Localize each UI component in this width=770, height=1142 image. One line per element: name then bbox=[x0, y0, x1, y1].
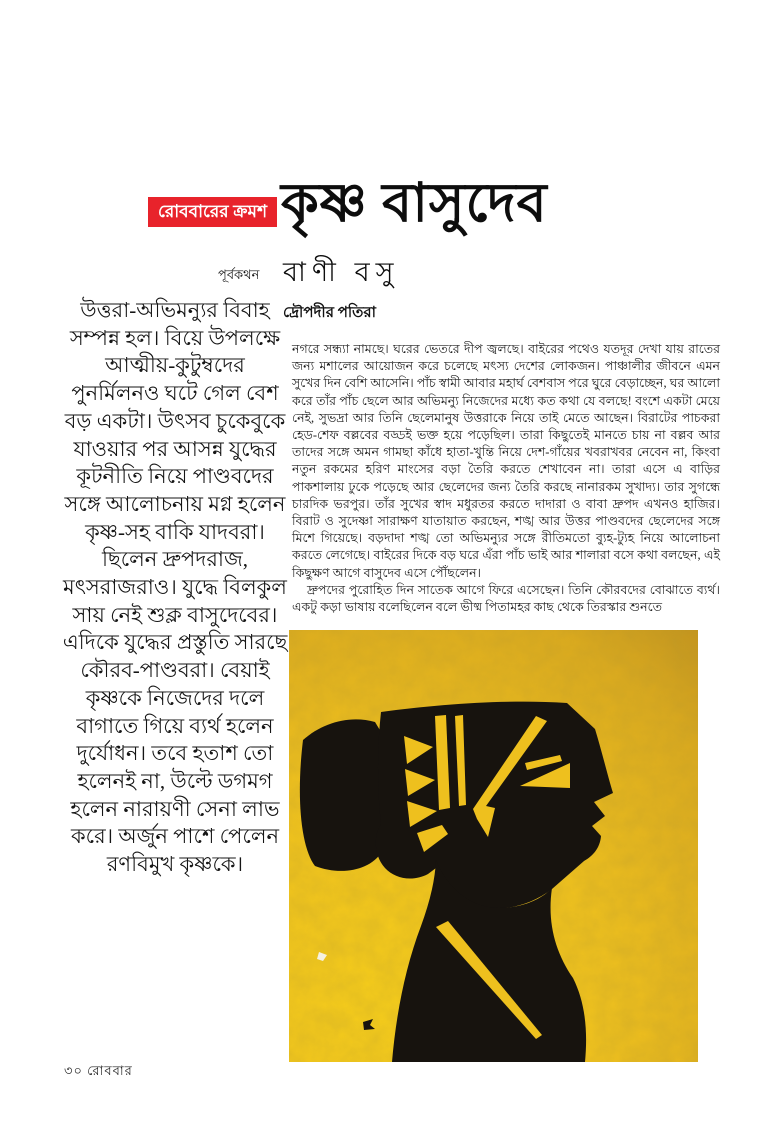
illustration-svg bbox=[289, 630, 698, 1062]
page-footer bbox=[64, 1062, 133, 1083]
illustration bbox=[289, 630, 698, 1062]
body-paragraph-1: নগরে সন্ধ্যা নামছে। ঘরের ভেতরে দীপ জ্বলছে। বাইরের পথেও যতদূর দেখা যায় রাতের জন্য মশালের আয়োজন করে চলেছে মৎস্য দেশের লোকজন। পাঞ্চালীর জীবনে এমন সুখের দিন বেশি আসেনি। পাঁচ স্বামী আবার মহার্ঘ বেশবাস পরে ঘুরে বেড়াচ্ছেন, ঘর আলো করে তাঁর পাঁচ ছেলে আর অভিমন্যু নিজেদের মধ্যে কত কথা যে বলছে! বংশে একটা মেয়ে নেই, সুভদ্রা আর তিনি ছেলেমানুষ উত্তরাকে নিয়ে তাই মেতে আছেন। বিরাটের পাচকরা হেড-শেফ বল্লবের বড্ডই ভক্ত হয়ে পড়েছিল। তারা কিছুতেই মানতে চায় না বল্লব আর তাদের সঙ্গে অমন গামছা কাঁধে হাতা-খুন্তি নিয়ে দেশ-গাঁয়ের খবরাখবর নেবেন না, কিংবা নতুন রকমের হরিণ মাংসের বড়া তৈরি করতে শেখাবেন না। তারা এসে এ বাড়ির পাকশালায় ঢুকে পড়েছে আর ছেলেদের জন্য তৈরি করছে নানারকম সুখাদ্য। তার সুগন্ধে চারদিক ভরপুর। তাঁর সুখের স্বাদ মধুরতর করতে দাদারা ও বাবা দ্রুপদ এখনও হাজির। বিরাট ও সুদেষ্ণা সারাক্ষণ যাতায়াত করছেন, শঙ্খ আর উত্তর পাণ্ডবদের ছেলেদের সঙ্গে মিশে গিয়েছে। বড়দাদা শঙ্খ তো অভিমন্যুর সঙ্গে রীতিমতো ব্যুহ-ট্যুহ নিয়ে আলোচনা করতে লেগেছে। বাইরের দিকে বড় ঘরে এঁরা পাঁচ ভাই আর শালারা বসে কথা বলছেন, এই কিছুক্ষণ আগে বাসুদেব এসে পৌঁছলেন। bbox=[292, 342, 720, 580]
page-number: ৩০ bbox=[64, 1063, 83, 1078]
article-subtitle: দ্রৌপদীর পতিরা bbox=[283, 305, 377, 321]
author-name: বাণী বসু bbox=[283, 257, 400, 287]
magazine-name: রোববার bbox=[87, 1063, 133, 1078]
kicker-badge: রোববারের ক্রমশ bbox=[148, 197, 277, 227]
body-column bbox=[292, 341, 720, 616]
article-title: কৃষ্ণ বাসুদেব bbox=[281, 173, 548, 233]
intro-summary: উত্তরা-অভিমন্যুর বিবাহ সম্পন্ন হল। বিয়ে উপলক্ষে আত্মীয়-কুটুম্বদের পুনর্মিলনও ঘটে গেল বেশ বড় একটা। উৎসব চুকেবুকে যাওয়ার পর আসন্ন যুদ্ধের কূটনীতি নিয়ে পাণ্ডবদের সঙ্গে আলোচনায় মগ্ন হলেন কৃষ্ণ-সহ বাকি যাদবরা। ছিলেন দ্রুপদরাজ, মৎসরাজরাও। যুদ্ধে বিলকুল সায় নেই শুক্ল বাসুদেবের। এদিকে যুদ্ধের প্রস্তুতি সারছে কৌরব-পাণ্ডবরা। বেয়াই কৃষ্ণকে নিজেদের দলে বাগাতে গিয়ে ব্যর্থ হলেন দুর্যোধন। তবে হতাশ তো হলেনই না, উল্টে ডগমগ হলেন নারায়ণী সেনা লাভ করে। অর্জুন পাশে পেলেন রণবিমুখ কৃষ্ণকে। bbox=[62, 298, 288, 877]
body-paragraph-2: দ্রুপদের পুরোহিত দিন সাতেক আগে ফিরে এসেছেন। তিনি কৌরবদের বোঝাতে ব্যর্থ। একটু কড়া ভাষায় বলেছিলেন বলে ভীষ্ম পিতামহর কাছ থেকে তিরস্কার শুনতে bbox=[292, 582, 720, 615]
byline-label: পূর্বকথন bbox=[218, 267, 260, 282]
